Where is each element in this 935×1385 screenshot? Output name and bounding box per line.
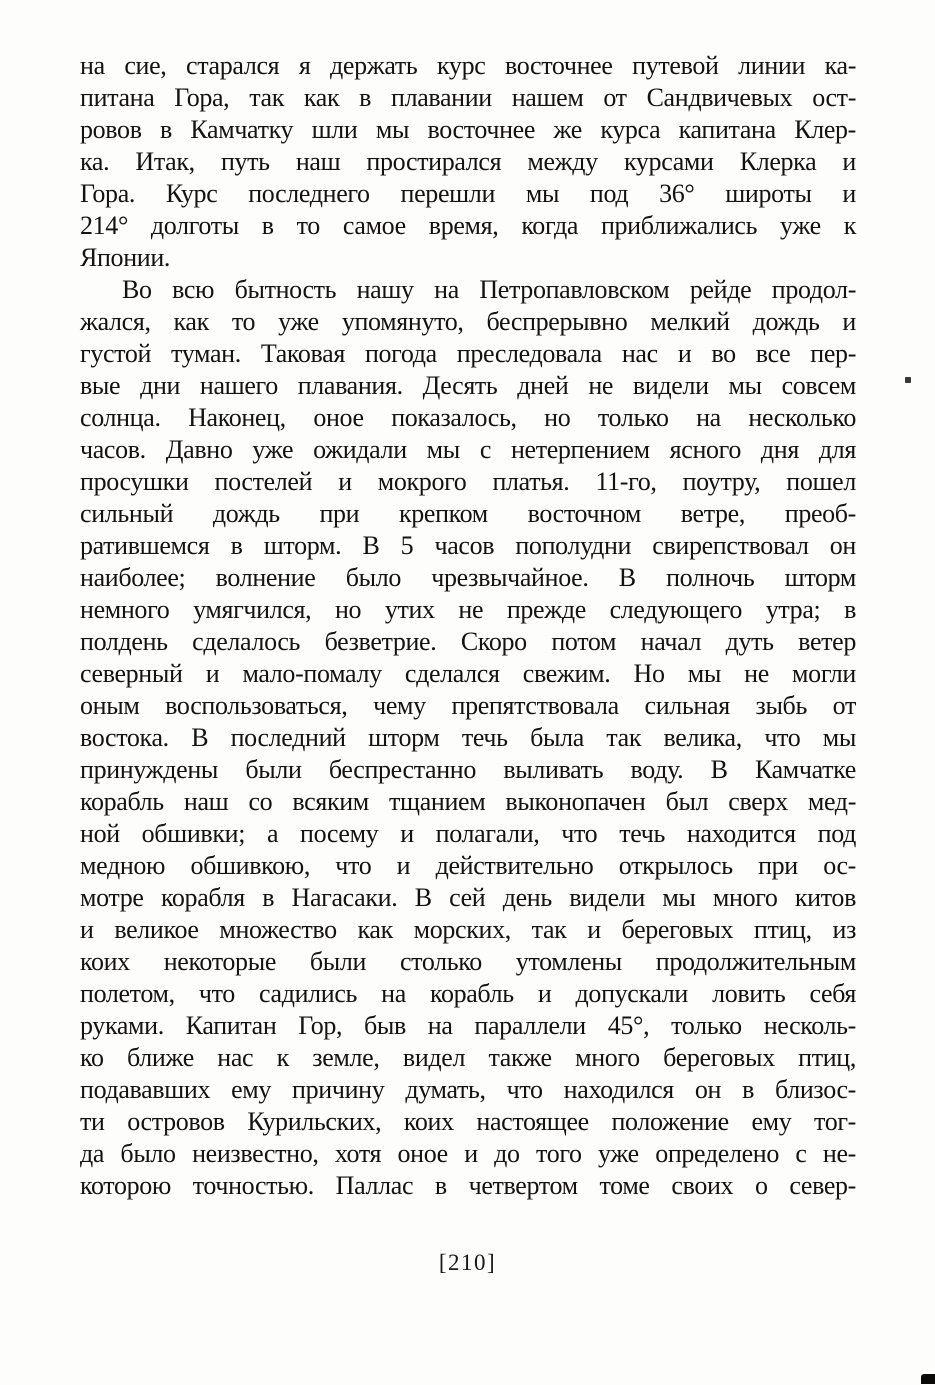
text-line: на сие, старался я держать курс восточнее путевой линии ка-: [80, 51, 856, 80]
text-line: ровов в Камчатку шли мы восточнее же курса капитана Клер-: [80, 115, 856, 144]
text-line: ти островов Курильских, коих настоящее положение ему тог-: [80, 1107, 856, 1136]
text-line: ко ближе нас к земле, видел также много береговых птиц,: [80, 1043, 856, 1072]
text-line: которою точностью. Паллас в четвертом томе своих о север-: [80, 1171, 856, 1200]
text-line: принуждены были беспрестанно выливать воду. В Камчатке: [80, 755, 856, 784]
text-line: вые дни нашего плавания. Десять дней не видели мы совсем: [80, 371, 856, 400]
text-line: коих некоторые были столько утомлены продолжительным: [80, 947, 856, 976]
text-line: востока. В последний шторм течь была так велика, что мы: [80, 723, 856, 752]
text-line: да было неизвестно, хотя оное и до того уже определено с не-: [80, 1139, 856, 1168]
text-line: просушки постелей и мокрого платья. 11-го, поутру, пошел: [80, 467, 856, 496]
text-line: жался, как то уже упомянуто, беспрерывно мелкий дождь и: [80, 307, 856, 336]
text-line: мотре корабля в Нагасаки. В сей день видели мы много китов: [80, 883, 856, 912]
text-line: ной обшивки; а посему и полагали, что течь находится под: [80, 819, 856, 848]
text-line: часов. Давно уже ожидали мы с нетерпением ясного дня для: [80, 435, 856, 464]
text-line: Японии.: [80, 243, 171, 272]
text-line: сильный дождь при крепком восточном ветре, преоб-: [80, 499, 856, 528]
text-line: полетом, что садились на корабль и допускали ловить себя: [80, 979, 856, 1008]
text-line: подававших ему причину думать, что находился он в близос-: [80, 1075, 856, 1104]
scan-corner-artifact: [921, 1374, 935, 1384]
text-line: ратившемся в шторм. В 5 часов пополудни свирепствовал он: [80, 531, 856, 560]
body-text: [80, 50, 856, 1202]
text-line: ка. Итак, путь наш простирался между курсами Клерка и: [80, 147, 856, 176]
text-line: медною обшивкою, что и действительно открылось при ос-: [80, 851, 856, 880]
text-line: полдень сделалось безветрие. Скоро потом начал дуть ветер: [80, 627, 856, 656]
text-line: немного умягчился, но утих не прежде следующего утра; в: [80, 595, 856, 624]
text-line: питана Гора, так как в плавании нашем от Сандвичевых ост-: [80, 83, 856, 112]
text-line: оным воспользоваться, чему препятствовала сильная зыбь от: [80, 691, 856, 720]
text-line: и великое множество как морских, так и береговых птиц, из: [80, 915, 856, 944]
text-line: наиболее; волнение было чрезвычайное. В полночь шторм: [80, 563, 856, 592]
text-line: корабль наш со всяким тщанием выконопачен был сверх мед-: [80, 787, 856, 816]
text-line: 214° долготы в то самое время, когда приближались уже к: [80, 211, 856, 240]
text-line: солнца. Наконец, оное показалось, но только на несколько: [80, 403, 856, 432]
paragraph: [80, 50, 856, 274]
paragraph: [80, 274, 856, 1202]
text-line: руками. Капитан Гор, быв на параллели 45°, только несколь-: [80, 1011, 856, 1040]
text-line: северный и мало-помалу сделался свежим. Но мы не могли: [80, 659, 856, 688]
scan-speck: [905, 377, 911, 383]
text-line: Гора. Курс последнего перешли мы под 36° широты и: [80, 179, 856, 208]
page-number: [210]: [438, 1250, 497, 1275]
text-line: Во всю бытность нашу на Петропавловском рейде продол-: [122, 275, 856, 304]
text-line: густой туман. Таковая погода преследовала нас и во все пер-: [80, 339, 856, 368]
